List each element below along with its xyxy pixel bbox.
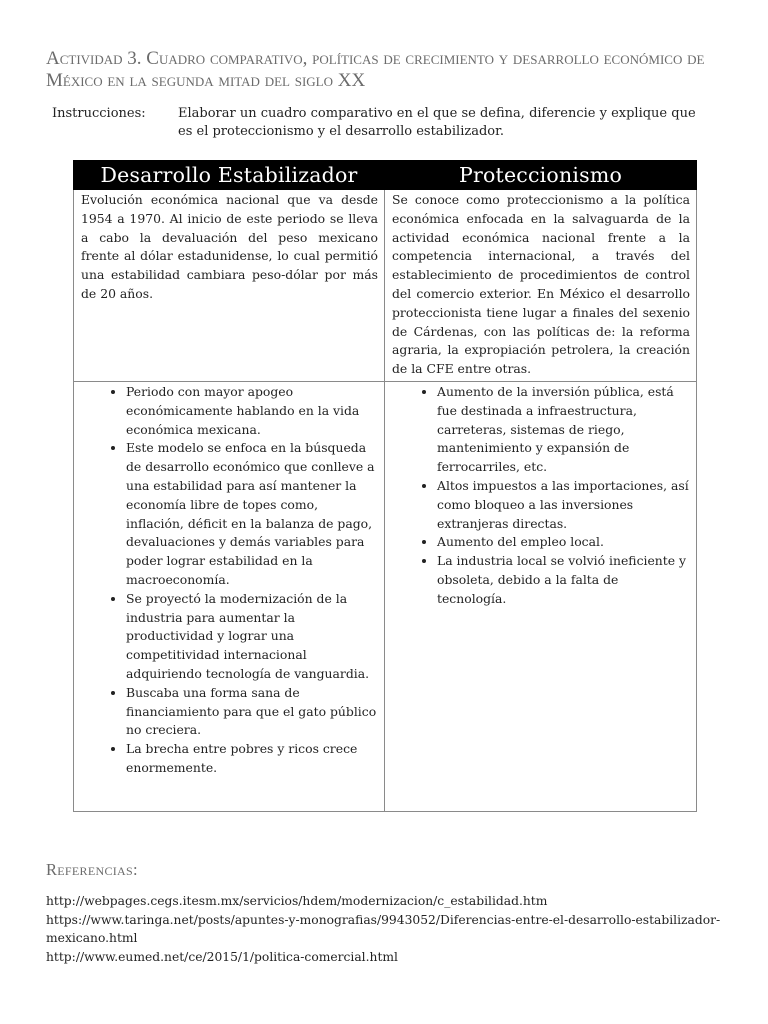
list-item: • Aumento de la inversión pública, está fue destinada a infraestructura, carreteras, sistemas de riego, mantenimiento y expansión de ferrocarriles, etc. xyxy=(437,383,690,477)
instructions-label: Instrucciones: xyxy=(52,106,146,121)
instructions xyxy=(52,105,712,141)
reference-link[interactable]: https://www.taringa.net/posts/apuntes-y-monografias/9943052/Diferencias-entre-el-desarrollo-estabilizador-mexicano.html xyxy=(46,912,721,945)
instructions-text: Elaborar un cuadro comparativo en el que se defina, diferencie y explique que es el proteccionismo y el desarrollo estabilizador. xyxy=(178,106,696,139)
list-item: • La industria local se volvió ineficiente y obsoleta, debido a la falta de tecnología. xyxy=(437,552,690,608)
list-item: • Periodo con mayor apogeo económicamente hablando en la vida económica mexicana. xyxy=(126,383,378,439)
list-item: • Buscaba una forma sana de financiamiento para que el gato público no creciera. xyxy=(126,684,378,740)
list-item: • Se proyectó la modernización de la industria para aumentar la productividad y lograr una competitividad internacional adquiriendo tecnología de vanguardia. xyxy=(126,590,378,684)
reference-link[interactable]: http://webpages.cegs.itesm.mx/servicios/hdem/modernizacion/c_estabilidad.htm xyxy=(46,894,548,908)
definition-desarrollo-estabilizador: Evolución económica nacional que va desde 1954 a 1970. Al inicio de este periodo se lleva a cabo la devaluación del peso mexicano frente al dólar estadunidense, lo cual permitió una estabilidad cambiara peso-dólar por más de 20 años. xyxy=(74,190,385,382)
bullet-list-left xyxy=(81,383,378,778)
list-item: • Aumento del empleo local. xyxy=(437,533,690,552)
definition-row xyxy=(74,190,697,382)
header-desarrollo-estabilizador: Desarrollo Estabilizador xyxy=(74,161,385,190)
characteristics-desarrollo-estabilizador xyxy=(74,381,385,811)
characteristics-row xyxy=(74,381,697,811)
bullet-list-right xyxy=(392,383,690,609)
table-header-row xyxy=(74,161,697,190)
header-proteccionismo: Proteccionismo xyxy=(385,161,697,190)
references-list xyxy=(46,892,736,966)
characteristics-proteccionismo xyxy=(385,381,697,811)
list-item: • Altos impuestos a las importaciones, así como bloqueo a las inversiones extranjeras directas. xyxy=(437,477,690,533)
list-item: • Este modelo se enfoca en la búsqueda de desarrollo económico que conlleve a una estabilidad para así mantener la economía libre de topes como, inflación, déficit en la balanza de pago, devaluaciones y demás variables para poder lograr estabilidad en la macroeconomía. xyxy=(126,439,378,589)
comparison-table xyxy=(73,160,697,812)
definition-proteccionismo: Se conoce como proteccionismo a la política económica enfocada en la salvaguarda de la actividad económica nacional frente a la competencia internacional, a través del establecimiento de procedimientos de control del comercio exterior. En México el desarrollo proteccionista tiene lugar a finales del sexenio de Cárdenas, con las políticas de: la reforma agraria, la expropiación petrolera, la creación de la CFE entre otras. xyxy=(385,190,697,382)
reference-link[interactable]: http://www.eumed.net/ce/2015/1/politica-comercial.html xyxy=(46,949,398,964)
references-heading: Referencias: xyxy=(46,860,138,879)
list-item: • La brecha entre pobres y ricos crece enormemente. xyxy=(126,740,378,778)
page-title: Actividad 3. Cuadro comparativo, políticas de crecimiento y desarrollo económico de México en la segunda mitad del siglo XX xyxy=(46,48,705,91)
